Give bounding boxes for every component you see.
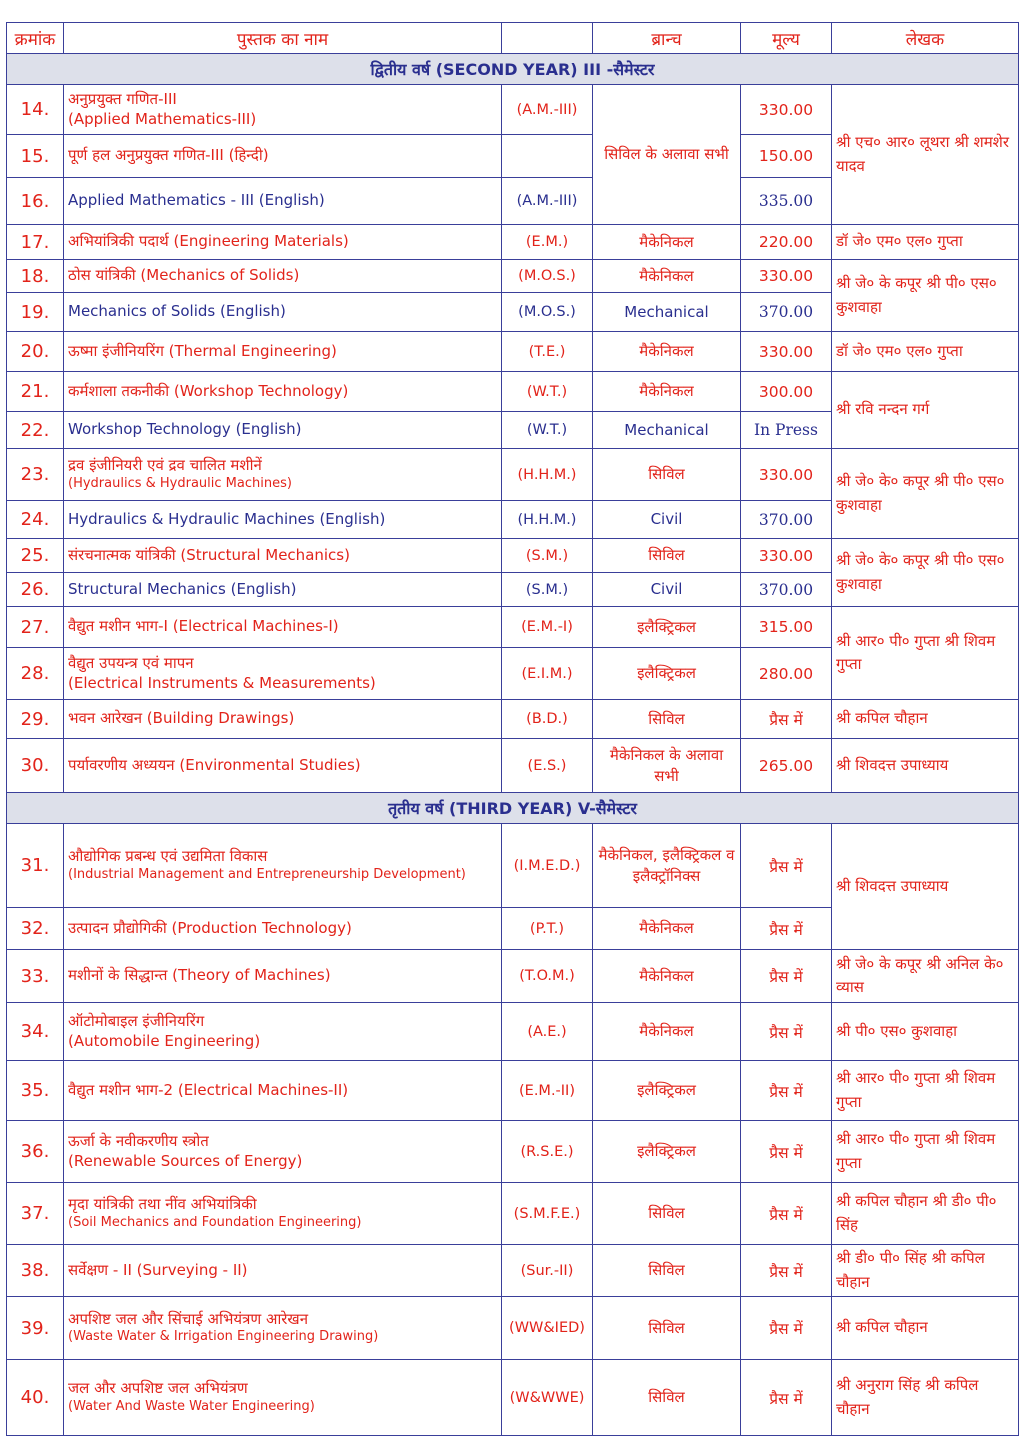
serial-number: 35. bbox=[7, 1061, 64, 1121]
book-abbr: (W.T.) bbox=[502, 372, 593, 412]
book-price: प्रैस में bbox=[741, 700, 832, 739]
book-author: श्री आर० पी० गुप्ता श्री शिवम गुप्ता bbox=[832, 1061, 1019, 1121]
book-author: श्री कपिल चौहान श्री डी० पी० सिंह bbox=[832, 1183, 1019, 1245]
book-price: 330.00 bbox=[741, 85, 832, 135]
book-author: श्री जे० के कपूर श्री पी० एस० कुशवाहा bbox=[832, 260, 1019, 332]
section-third-year bbox=[7, 793, 1019, 824]
book-title: कर्मशाला तकनीकी (Workshop Technology) bbox=[64, 372, 502, 412]
book-title bbox=[64, 1360, 502, 1436]
book-branch: मैकेनिकल bbox=[593, 225, 741, 260]
book-abbr: (S.M.F.E.) bbox=[502, 1183, 593, 1245]
book-abbr: (A.M.-III) bbox=[502, 85, 593, 135]
book-title: पूर्ण हल अनुप्रयुक्त गणित-III (हिन्दी) bbox=[64, 135, 502, 178]
book-title-hi: द्रव इंजीनियरी एवं द्रव चालित मशीनें bbox=[68, 456, 262, 475]
book-title: Applied Mathematics - III (English) bbox=[64, 178, 502, 225]
book-title-en: (Hydraulics & Hydraulic Machines) bbox=[68, 475, 292, 491]
book-abbr: (M.O.S.) bbox=[502, 260, 593, 293]
book-author: श्री पी० एस० कुशवाहा bbox=[832, 1003, 1019, 1061]
serial-number: 32. bbox=[7, 908, 64, 950]
section-title: द्वितीय वर्ष (SECOND YEAR) III -सैमेस्टर bbox=[7, 54, 1019, 85]
table-row bbox=[7, 539, 1019, 573]
serial-number: 24. bbox=[7, 501, 64, 539]
book-title-en: (Automobile Engineering) bbox=[68, 1031, 261, 1050]
book-price: प्रैस में bbox=[741, 824, 832, 908]
book-title: Hydraulics & Hydraulic Machines (English) bbox=[64, 501, 502, 539]
serial-number: 14. bbox=[7, 85, 64, 135]
book-price: 150.00 bbox=[741, 135, 832, 178]
serial-number: 19. bbox=[7, 293, 64, 332]
book-abbr: (H.H.M.) bbox=[502, 449, 593, 501]
serial-number: 22. bbox=[7, 412, 64, 449]
book-branch: मैकेनिकल bbox=[593, 950, 741, 1003]
table-row bbox=[7, 85, 1019, 135]
book-title bbox=[64, 1003, 502, 1061]
serial-number: 21. bbox=[7, 372, 64, 412]
book-title bbox=[64, 1183, 502, 1245]
book-branch: सिविल bbox=[593, 1297, 741, 1360]
book-price: 370.00 bbox=[741, 293, 832, 332]
serial-number: 37. bbox=[7, 1183, 64, 1245]
book-branch: इलैक्ट्रिकल bbox=[593, 1061, 741, 1121]
book-author: श्री कपिल चौहान bbox=[832, 700, 1019, 739]
book-author: श्री शिवदत्त उपाध्याय bbox=[832, 739, 1019, 793]
book-title bbox=[64, 1297, 502, 1360]
book-author: श्री डी० पी० सिंह श्री कपिल चौहान bbox=[832, 1245, 1019, 1297]
book-abbr: (I.M.E.D.) bbox=[502, 824, 593, 908]
serial-number: 15. bbox=[7, 135, 64, 178]
book-title-hi: अपशिष्ट जल और सिंचाई अभियंत्रण आरेखन bbox=[68, 1309, 309, 1328]
section-second-year bbox=[7, 54, 1019, 85]
header-branch: ब्रान्च bbox=[593, 23, 741, 54]
serial-number: 30. bbox=[7, 739, 64, 793]
book-author: श्री जे० के० कपूर श्री पी० एस० कुशवाहा bbox=[832, 539, 1019, 607]
book-title-en: (Waste Water & Irrigation Engineering Drawing) bbox=[68, 1329, 379, 1345]
book-price: 330.00 bbox=[741, 449, 832, 501]
header-book-name: पुस्तक का नाम bbox=[64, 23, 502, 54]
book-abbr: (P.T.) bbox=[502, 908, 593, 950]
book-title-hi: वैद्युत उपयन्त्र एवं मापन bbox=[68, 654, 194, 672]
book-branch: इलैक्ट्रिकल bbox=[593, 648, 741, 700]
book-branch: मैकेनिकल bbox=[593, 1003, 741, 1061]
book-author: डॉ जे० एम० एल० गुप्ता bbox=[832, 332, 1019, 372]
book-title bbox=[64, 824, 502, 908]
book-branch: मैकेनिकल bbox=[593, 332, 741, 372]
serial-number: 16. bbox=[7, 178, 64, 225]
book-title-en: (Water And Waste Water Engineering) bbox=[68, 1398, 315, 1414]
book-author: श्री जे० के० कपूर श्री पी० एस० कुशवाहा bbox=[832, 449, 1019, 539]
book-author: श्री शिवदत्त उपाध्याय bbox=[832, 824, 1019, 950]
book-title-en: (Industrial Management and Entrepreneurship Development) bbox=[68, 866, 466, 882]
table-row bbox=[7, 1003, 1019, 1061]
book-title-hi: औद्योगिक प्रबन्ध एवं उद्यमिता विकास bbox=[68, 847, 268, 866]
book-abbr: (Sur.-II) bbox=[502, 1245, 593, 1297]
table-row bbox=[7, 1297, 1019, 1360]
book-author: श्री एच० आर० लूथरा श्री शमशेर यादव bbox=[832, 85, 1019, 225]
table-row bbox=[7, 1360, 1019, 1436]
book-price: 280.00 bbox=[741, 648, 832, 700]
table-row bbox=[7, 260, 1019, 293]
book-title: वैद्युत मशीन भाग-I (Electrical Machines-I) bbox=[64, 607, 502, 648]
book-price: प्रैस में bbox=[741, 1003, 832, 1061]
book-title: भवन आरेखन (Building Drawings) bbox=[64, 700, 502, 739]
book-price: 335.00 bbox=[741, 178, 832, 225]
book-abbr: (WW&IED) bbox=[502, 1297, 593, 1360]
book-author: श्री कपिल चौहान bbox=[832, 1297, 1019, 1360]
book-author: श्री आर० पी० गुप्ता श्री शिवम गुप्ता bbox=[832, 607, 1019, 700]
book-author: श्री रवि नन्दन गर्ग bbox=[832, 372, 1019, 449]
serial-number: 40. bbox=[7, 1360, 64, 1436]
book-abbr: (S.M.) bbox=[502, 573, 593, 607]
table-row bbox=[7, 824, 1019, 908]
book-branch: मैकेनिकल bbox=[593, 372, 741, 412]
book-branch: सिविल के अलावा सभी bbox=[593, 85, 741, 225]
header-price: मूल्य bbox=[741, 23, 832, 54]
book-branch: Mechanical bbox=[593, 293, 741, 332]
book-branch: सिविल bbox=[593, 539, 741, 573]
book-branch: मैकेनिकल bbox=[593, 908, 741, 950]
book-title-en: (Applied Mathematics-III) bbox=[68, 109, 257, 128]
book-title: Mechanics of Solids (English) bbox=[64, 293, 502, 332]
table-row bbox=[7, 1245, 1019, 1297]
book-abbr: (E.M.-I) bbox=[502, 607, 593, 648]
table-row bbox=[7, 607, 1019, 648]
book-abbr: (W&WWE) bbox=[502, 1360, 593, 1436]
book-price: 300.00 bbox=[741, 372, 832, 412]
book-abbr: (B.D.) bbox=[502, 700, 593, 739]
book-title bbox=[64, 449, 502, 501]
book-branch: इलैक्ट्रिकल bbox=[593, 607, 741, 648]
book-title: ऊष्मा इंजीनियरिंग (Thermal Engineering) bbox=[64, 332, 502, 372]
book-branch: सिविल bbox=[593, 700, 741, 739]
book-title-hi: अनुप्रयुक्त गणित-III bbox=[68, 90, 177, 108]
table-row bbox=[7, 1183, 1019, 1245]
serial-number: 23. bbox=[7, 449, 64, 501]
book-abbr: (T.E.) bbox=[502, 332, 593, 372]
table-row bbox=[7, 1121, 1019, 1183]
book-title-hi: ऊर्जा के नवीकरणीय स्त्रोत bbox=[68, 1132, 209, 1150]
book-price: प्रैस में bbox=[741, 1360, 832, 1436]
book-branch: Mechanical bbox=[593, 412, 741, 449]
serial-number: 29. bbox=[7, 700, 64, 739]
book-title: उत्पादन प्रौद्योगिकी (Production Technology) bbox=[64, 908, 502, 950]
table-row bbox=[7, 700, 1019, 739]
book-price: प्रैस में bbox=[741, 1183, 832, 1245]
book-branch: सिविल bbox=[593, 1245, 741, 1297]
book-price: 330.00 bbox=[741, 260, 832, 293]
book-abbr: (E.M.) bbox=[502, 225, 593, 260]
book-author: डॉ जे० एम० एल० गुप्ता bbox=[832, 225, 1019, 260]
book-branch: Civil bbox=[593, 573, 741, 607]
book-title: Workshop Technology (English) bbox=[64, 412, 502, 449]
book-price: 220.00 bbox=[741, 225, 832, 260]
book-title-en: (Renewable Sources of Energy) bbox=[68, 1151, 303, 1170]
book-title: मशीनों के सिद्धान्त (Theory of Machines) bbox=[64, 950, 502, 1003]
table-row bbox=[7, 225, 1019, 260]
book-price: प्रैस में bbox=[741, 1121, 832, 1183]
book-title-hi: जल और अपशिष्ट जल अभियंत्रण bbox=[68, 1379, 248, 1398]
header-serial: क्रमांक bbox=[7, 23, 64, 54]
book-price: प्रैस में bbox=[741, 1297, 832, 1360]
book-title: Structural Mechanics (English) bbox=[64, 573, 502, 607]
section-title: तृतीय वर्ष (THIRD YEAR) V-सैमेस्टर bbox=[7, 793, 1019, 824]
book-title: अभियांत्रिकी पदार्थ (Engineering Materials) bbox=[64, 225, 502, 260]
book-abbr: (E.S.) bbox=[502, 739, 593, 793]
table-row bbox=[7, 950, 1019, 1003]
book-abbr: (E.I.M.) bbox=[502, 648, 593, 700]
book-branch: मैकेनिकल के अलावा सभी bbox=[593, 739, 741, 793]
table-row bbox=[7, 332, 1019, 372]
serial-number: 17. bbox=[7, 225, 64, 260]
book-title: सर्वेक्षण - II (Surveying - II) bbox=[64, 1245, 502, 1297]
serial-number: 26. bbox=[7, 573, 64, 607]
book-price: प्रैस में bbox=[741, 908, 832, 950]
book-abbr: (T.O.M.) bbox=[502, 950, 593, 1003]
book-catalog-table bbox=[6, 22, 1019, 1436]
book-price: 370.00 bbox=[741, 573, 832, 607]
book-price: 330.00 bbox=[741, 332, 832, 372]
serial-number: 20. bbox=[7, 332, 64, 372]
book-branch: सिविल bbox=[593, 1183, 741, 1245]
serial-number: 31. bbox=[7, 824, 64, 908]
serial-number: 28. bbox=[7, 648, 64, 700]
book-title bbox=[64, 648, 502, 700]
book-title-hi: मृदा यांत्रिकी तथा नींव अभियांत्रिकी bbox=[68, 1195, 257, 1214]
book-title bbox=[64, 1121, 502, 1183]
serial-number: 38. bbox=[7, 1245, 64, 1297]
book-title-hi: ऑटोमोबाइल इंजीनियरिंग bbox=[68, 1012, 205, 1030]
book-abbr: (S.M.) bbox=[502, 539, 593, 573]
book-abbr: (R.S.E.) bbox=[502, 1121, 593, 1183]
book-abbr: (M.O.S.) bbox=[502, 293, 593, 332]
table-row bbox=[7, 372, 1019, 412]
book-abbr: (A.M.-III) bbox=[502, 178, 593, 225]
book-abbr bbox=[502, 135, 593, 178]
table-row bbox=[7, 1061, 1019, 1121]
table-row bbox=[7, 739, 1019, 793]
book-title-en: (Soil Mechanics and Foundation Engineering) bbox=[68, 1214, 362, 1230]
header-author: लेखक bbox=[832, 23, 1019, 54]
book-abbr: (E.M.-II) bbox=[502, 1061, 593, 1121]
book-branch: सिविल bbox=[593, 449, 741, 501]
book-title: ठोस यांत्रिकी (Mechanics of Solids) bbox=[64, 260, 502, 293]
book-author: श्री जे० के कपूर श्री अनिल के० व्यास bbox=[832, 950, 1019, 1003]
book-branch: मैकेनिकल, इलैक्ट्रिकल व इलैक्ट्रॉनिक्स bbox=[593, 824, 741, 908]
book-title bbox=[64, 85, 502, 135]
book-price: प्रैस में bbox=[741, 1245, 832, 1297]
serial-number: 18. bbox=[7, 260, 64, 293]
book-author: श्री अनुराग सिंह श्री कपिल चौहान bbox=[832, 1360, 1019, 1436]
book-abbr: (W.T.) bbox=[502, 412, 593, 449]
book-branch: इलैक्ट्रिकल bbox=[593, 1121, 741, 1183]
book-author: श्री आर० पी० गुप्ता श्री शिवम गुप्ता bbox=[832, 1121, 1019, 1183]
book-title: वैद्युत मशीन भाग-2 (Electrical Machines-II) bbox=[64, 1061, 502, 1121]
serial-number: 34. bbox=[7, 1003, 64, 1061]
serial-number: 36. bbox=[7, 1121, 64, 1183]
book-title: पर्यावरणीय अध्ययन (Environmental Studies) bbox=[64, 739, 502, 793]
book-price: प्रैस में bbox=[741, 1061, 832, 1121]
book-branch: Civil bbox=[593, 501, 741, 539]
book-branch: सिविल bbox=[593, 1360, 741, 1436]
serial-number: 27. bbox=[7, 607, 64, 648]
book-title: संरचनात्मक यांत्रिकी (Structural Mechanics) bbox=[64, 539, 502, 573]
book-title-en: (Electrical Instruments & Measurements) bbox=[68, 673, 376, 692]
book-price: 315.00 bbox=[741, 607, 832, 648]
serial-number: 39. bbox=[7, 1297, 64, 1360]
book-abbr: (A.E.) bbox=[502, 1003, 593, 1061]
serial-number: 33. bbox=[7, 950, 64, 1003]
serial-number: 25. bbox=[7, 539, 64, 573]
table-row bbox=[7, 449, 1019, 501]
book-price: 330.00 bbox=[741, 539, 832, 573]
table-header-row bbox=[7, 23, 1019, 54]
book-abbr: (H.H.M.) bbox=[502, 501, 593, 539]
book-price: 370.00 bbox=[741, 501, 832, 539]
book-price: 265.00 bbox=[741, 739, 832, 793]
book-price: प्रैस में bbox=[741, 950, 832, 1003]
book-branch: मैकेनिकल bbox=[593, 260, 741, 293]
header-abbr bbox=[502, 23, 593, 54]
book-price: In Press bbox=[741, 412, 832, 449]
